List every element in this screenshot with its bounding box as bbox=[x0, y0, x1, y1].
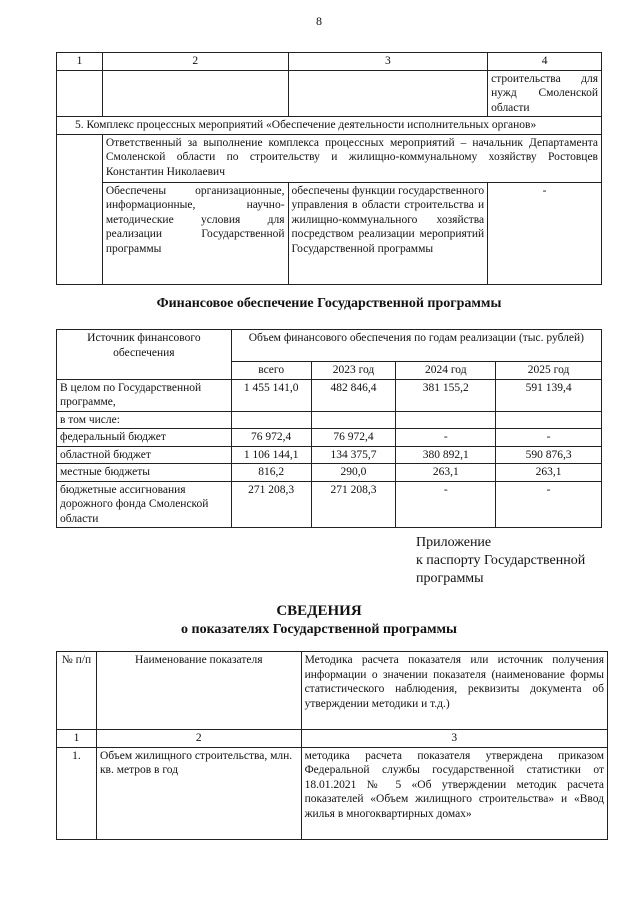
indicator-name: Объем жилищного строительства, млн. кв. метров в год bbox=[96, 747, 301, 839]
row-value bbox=[311, 411, 396, 429]
row-value: 482 846,4 bbox=[311, 379, 396, 411]
table-row bbox=[57, 464, 602, 482]
row-value: 271 208,3 bbox=[231, 481, 311, 528]
table-row bbox=[57, 481, 602, 528]
col-1-header: 1 bbox=[57, 53, 103, 71]
volume-header: Объем финансового обеспечения по годам реализации (тыс. рублей) bbox=[231, 330, 601, 362]
cont-cell-3 bbox=[288, 70, 488, 117]
indicator-method: методика расчета показателя утверждена приказом Федеральной службы государственной статистики от 18.01.2021 № 5 «Об утверждении методик расчета показателей «Объем жилищного строительства» и «Ввод жилья в многоквартирных домах» bbox=[301, 747, 607, 839]
row-label: местные бюджеты bbox=[57, 464, 232, 482]
cont-link-text: строительства для нужд Смоленской области bbox=[488, 70, 602, 117]
indicators-table bbox=[56, 651, 608, 840]
row-value: 263,1 bbox=[396, 464, 496, 482]
name-header: Наименование показателя bbox=[96, 652, 301, 730]
table-row bbox=[57, 379, 602, 411]
year-header: 2023 год bbox=[311, 362, 396, 380]
row-label: В целом по Государственной программе, bbox=[57, 379, 232, 411]
col-number: 1 bbox=[57, 730, 97, 748]
row-label: федеральный бюджет bbox=[57, 429, 232, 447]
row-label: областной бюджет bbox=[57, 446, 232, 464]
row-value: - bbox=[396, 481, 496, 528]
col-4-header: 4 bbox=[488, 53, 602, 71]
appendix-line: программы bbox=[416, 571, 484, 586]
row-number: 1. bbox=[57, 747, 97, 839]
page-number: 8 bbox=[316, 14, 322, 28]
row-value: 381 155,2 bbox=[396, 379, 496, 411]
row-value: 1 455 141,0 bbox=[231, 379, 311, 411]
row-value: - bbox=[496, 481, 602, 528]
measures-table bbox=[56, 52, 602, 285]
col-number: 2 bbox=[96, 730, 301, 748]
svedeniya-subtitle: о показателях Государственной программы bbox=[181, 622, 457, 637]
table-row bbox=[57, 429, 602, 447]
row-value: 290,0 bbox=[311, 464, 396, 482]
row-value bbox=[496, 411, 602, 429]
table-row bbox=[57, 747, 608, 839]
row-value: 134 375,7 bbox=[311, 446, 396, 464]
year-header: 2025 год bbox=[496, 362, 602, 380]
col-2-header: 2 bbox=[102, 53, 288, 71]
responsible-person: Ответственный за выполнение комплекса процессных мероприятий – начальник Департамента Смоленской области по строительству и жилищно-коммунальному хозяйству Ростовцев Константин Николаевич bbox=[102, 134, 601, 182]
svedeniya-title: СВЕДЕНИЯ bbox=[276, 603, 362, 619]
row-label: бюджетные ассигнования дорожного фонда Смоленской области bbox=[57, 481, 232, 528]
row-value: 76 972,4 bbox=[231, 429, 311, 447]
link-text: - bbox=[488, 182, 602, 284]
cont-cell-2 bbox=[102, 70, 288, 117]
row-value: 271 208,3 bbox=[311, 481, 396, 528]
row-value bbox=[231, 411, 311, 429]
row-value: 816,2 bbox=[231, 464, 311, 482]
section-title: 5. Комплекс процессных мероприятий «Обеспечение деятельности исполнительных органов» bbox=[57, 117, 602, 135]
table-row bbox=[57, 446, 602, 464]
source-header: Источник финансового обеспечения bbox=[57, 330, 232, 380]
year-header: 2024 год bbox=[396, 362, 496, 380]
row-value: 76 972,4 bbox=[311, 429, 396, 447]
row-value bbox=[396, 411, 496, 429]
row-value: 590 876,3 bbox=[496, 446, 602, 464]
row-value: - bbox=[496, 429, 602, 447]
appendix-line: Приложение bbox=[416, 535, 492, 550]
cont-cell-1 bbox=[57, 70, 103, 117]
appendix-line: к паспорту Государственной bbox=[416, 553, 586, 568]
finance-table bbox=[56, 329, 602, 528]
effect-text: обеспечены функции государственного управления в области строительства и жилищно-коммунального хозяйства посредством реализации мероприятий Государственной программы bbox=[288, 182, 488, 284]
appendix-note bbox=[416, 534, 585, 588]
row-value: 591 139,4 bbox=[496, 379, 602, 411]
finance-title: Финансовое обеспечение Государственной программы bbox=[156, 296, 502, 311]
table-row bbox=[57, 411, 602, 429]
task-text: Обеспечены организационные, информационные, научно-методические условия для реализации Государственной программы bbox=[102, 182, 288, 284]
method-header: Методика расчета показателя или источник получения информации о значении показателя (наименование формы статистического наблюдения, реквизиты документа об утверждении методики и т.д.) bbox=[301, 652, 607, 730]
row-value: - bbox=[396, 429, 496, 447]
row-value: 1 106 144,1 bbox=[231, 446, 311, 464]
row-value: 263,1 bbox=[496, 464, 602, 482]
num-header: № п/п bbox=[57, 652, 97, 730]
year-header: всего bbox=[231, 362, 311, 380]
col-number: 3 bbox=[301, 730, 607, 748]
row-value: 380 892,1 bbox=[396, 446, 496, 464]
empty-num-cell bbox=[57, 134, 103, 284]
row-label: в том числе: bbox=[57, 411, 232, 429]
col-3-header: 3 bbox=[288, 53, 488, 71]
